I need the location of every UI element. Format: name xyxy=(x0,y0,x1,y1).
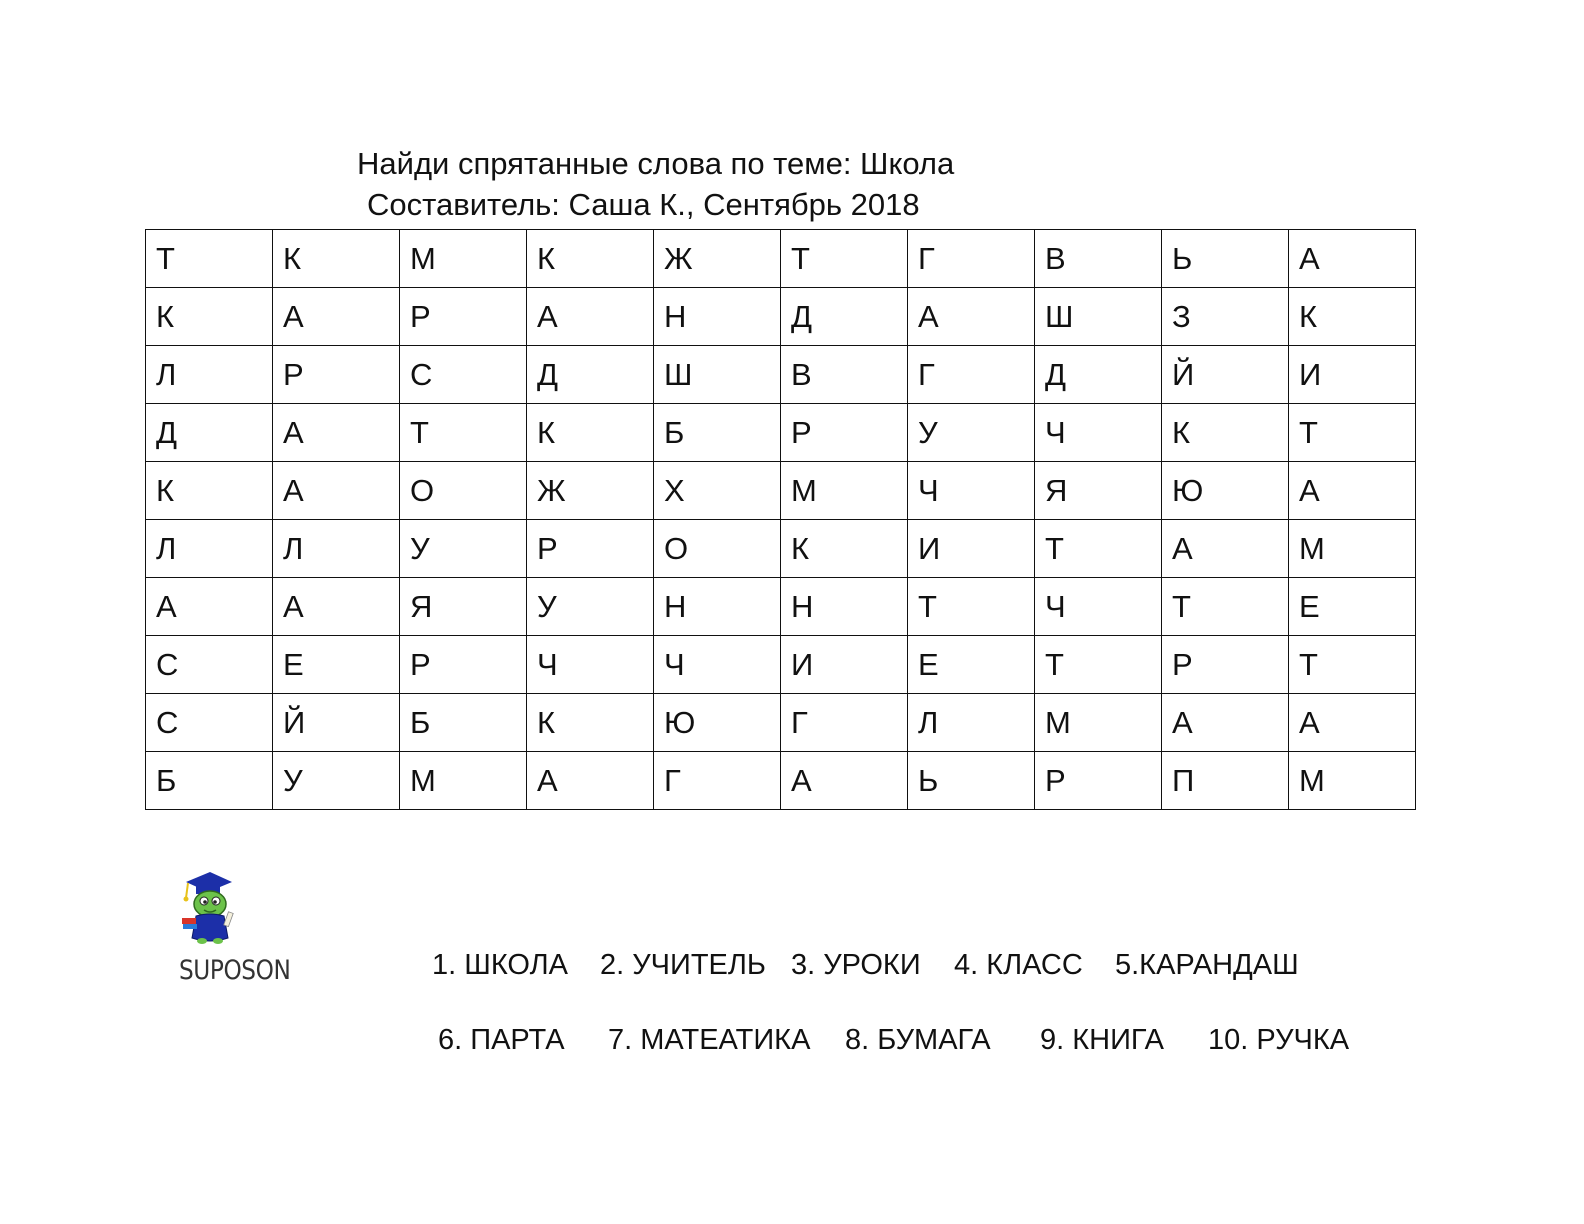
grid-cell: Ч xyxy=(908,462,1035,520)
word-list-item: 3. УРОКИ xyxy=(791,949,921,981)
grid-cell: И xyxy=(781,636,908,694)
grid-cell: Н xyxy=(654,288,781,346)
grid-cell: Л xyxy=(146,346,273,404)
grid-cell: А xyxy=(273,578,400,636)
grid-cell: Г xyxy=(908,346,1035,404)
grid-cell: Ю xyxy=(654,694,781,752)
grid-cell: Я xyxy=(400,578,527,636)
grid-cell: Г xyxy=(908,230,1035,288)
grid-cell: Т xyxy=(1289,404,1416,462)
word-list-item: 4. КЛАСС xyxy=(954,949,1083,981)
grid-cell: Ш xyxy=(654,346,781,404)
grid-cell: У xyxy=(273,752,400,810)
grid-cell: О xyxy=(400,462,527,520)
grid-cell: С xyxy=(146,694,273,752)
grid-cell: О xyxy=(654,520,781,578)
grid-cell: Е xyxy=(908,636,1035,694)
word-list-item: 8. БУМАГА xyxy=(845,1024,991,1056)
grid-cell: У xyxy=(400,520,527,578)
grid-row xyxy=(146,694,1416,752)
word-list-item: 9. КНИГА xyxy=(1040,1024,1165,1056)
grid-cell: Т xyxy=(146,230,273,288)
grid-cell: К xyxy=(146,462,273,520)
grid-cell: М xyxy=(1289,752,1416,810)
word-list-item: 10. РУЧКА xyxy=(1208,1024,1350,1056)
logo-text: SUPOSON xyxy=(179,955,291,986)
grid-cell: У xyxy=(908,404,1035,462)
grid-cell: А xyxy=(273,288,400,346)
grid-cell: Б xyxy=(400,694,527,752)
grid-cell: М xyxy=(400,752,527,810)
grid-cell: Л xyxy=(273,520,400,578)
grid-cell: К xyxy=(781,520,908,578)
grid-cell: В xyxy=(781,346,908,404)
grid-cell: М xyxy=(1289,520,1416,578)
grid-cell: Т xyxy=(908,578,1035,636)
grid-cell: И xyxy=(908,520,1035,578)
grid-row xyxy=(146,346,1416,404)
page-title: Найди спрятанные слова по теме: Школа xyxy=(357,146,955,181)
word-list-item: 7. МАТЕАТИКА xyxy=(608,1024,811,1056)
grid-cell: В xyxy=(1035,230,1162,288)
grid-cell: Д xyxy=(1035,346,1162,404)
grid-cell: А xyxy=(146,578,273,636)
grid-cell: Б xyxy=(146,752,273,810)
grid-cell: Д xyxy=(146,404,273,462)
grid-cell: А xyxy=(527,288,654,346)
grid-cell: Ш xyxy=(1035,288,1162,346)
grid-cell: Т xyxy=(400,404,527,462)
word-list-item: 2. УЧИТЕЛЬ xyxy=(600,949,766,981)
grid-cell: Г xyxy=(781,694,908,752)
grid-cell: К xyxy=(527,404,654,462)
grid-cell: Й xyxy=(1162,346,1289,404)
grid-row xyxy=(146,636,1416,694)
grid-cell: Р xyxy=(400,288,527,346)
grid-cell: П xyxy=(1162,752,1289,810)
grid-cell: Т xyxy=(1035,520,1162,578)
grid-row xyxy=(146,462,1416,520)
grid-row xyxy=(146,230,1416,288)
grid-cell: Т xyxy=(1289,636,1416,694)
grid-cell: М xyxy=(400,230,527,288)
grid-cell: М xyxy=(781,462,908,520)
grid-cell: Ж xyxy=(654,230,781,288)
grid-cell: К xyxy=(146,288,273,346)
grid-cell: К xyxy=(527,230,654,288)
grid-cell: Н xyxy=(654,578,781,636)
grid-cell: Г xyxy=(654,752,781,810)
grid-cell: Р xyxy=(1035,752,1162,810)
grid-row xyxy=(146,578,1416,636)
grid-cell: Х xyxy=(654,462,781,520)
grid-cell: К xyxy=(1162,404,1289,462)
word-search-grid xyxy=(145,229,1416,810)
grid-cell: А xyxy=(908,288,1035,346)
grid-cell: Р xyxy=(527,520,654,578)
grid-cell: А xyxy=(273,462,400,520)
grid-cell: А xyxy=(273,404,400,462)
author-line: Составитель: Саша К., Сентябрь 2018 xyxy=(367,187,920,222)
grid-cell: Р xyxy=(1162,636,1289,694)
grid-cell: З xyxy=(1162,288,1289,346)
grid-cell: А xyxy=(1162,520,1289,578)
grid-row xyxy=(146,520,1416,578)
grid-cell: А xyxy=(1289,462,1416,520)
grid-cell: М xyxy=(1035,694,1162,752)
word-list-item: 6. ПАРТА xyxy=(438,1024,565,1056)
grid-cell: А xyxy=(1289,694,1416,752)
grid-cell: Т xyxy=(1162,578,1289,636)
grid-cell: А xyxy=(1162,694,1289,752)
grid-cell: Л xyxy=(908,694,1035,752)
word-list-item: 1. ШКОЛА xyxy=(432,949,568,981)
grid-cell: Л xyxy=(146,520,273,578)
grid-cell: Б xyxy=(654,404,781,462)
grid-cell: Ч xyxy=(654,636,781,694)
grid-cell: Ч xyxy=(527,636,654,694)
grid-cell: Р xyxy=(781,404,908,462)
grid-cell: Е xyxy=(273,636,400,694)
grid-cell: Т xyxy=(781,230,908,288)
word-list-item: 5.КАРАНДАШ xyxy=(1115,949,1299,981)
grid-cell: Ь xyxy=(1162,230,1289,288)
grid-cell: Р xyxy=(400,636,527,694)
grid-cell: Я xyxy=(1035,462,1162,520)
grid-cell: Ж xyxy=(527,462,654,520)
grid-cell: А xyxy=(781,752,908,810)
grid-cell: Ь xyxy=(908,752,1035,810)
grid-cell: У xyxy=(527,578,654,636)
grid-cell: Й xyxy=(273,694,400,752)
grid-cell: Т xyxy=(1035,636,1162,694)
grid-cell: С xyxy=(146,636,273,694)
grid-cell: Е xyxy=(1289,578,1416,636)
grid-cell: К xyxy=(527,694,654,752)
grid-row xyxy=(146,404,1416,462)
grid-cell: С xyxy=(400,346,527,404)
grid-cell: Р xyxy=(273,346,400,404)
grid-cell: Ю xyxy=(1162,462,1289,520)
grid-cell: И xyxy=(1289,346,1416,404)
grid-cell: Д xyxy=(781,288,908,346)
grid-cell: Ч xyxy=(1035,578,1162,636)
grid-cell: Ч xyxy=(1035,404,1162,462)
grid-cell: Н xyxy=(781,578,908,636)
grid-cell: К xyxy=(273,230,400,288)
grid-row xyxy=(146,752,1416,810)
grid-cell: А xyxy=(527,752,654,810)
grid-cell: А xyxy=(1289,230,1416,288)
grid-row xyxy=(146,288,1416,346)
grid-cell: К xyxy=(1289,288,1416,346)
grid-cell: Д xyxy=(527,346,654,404)
